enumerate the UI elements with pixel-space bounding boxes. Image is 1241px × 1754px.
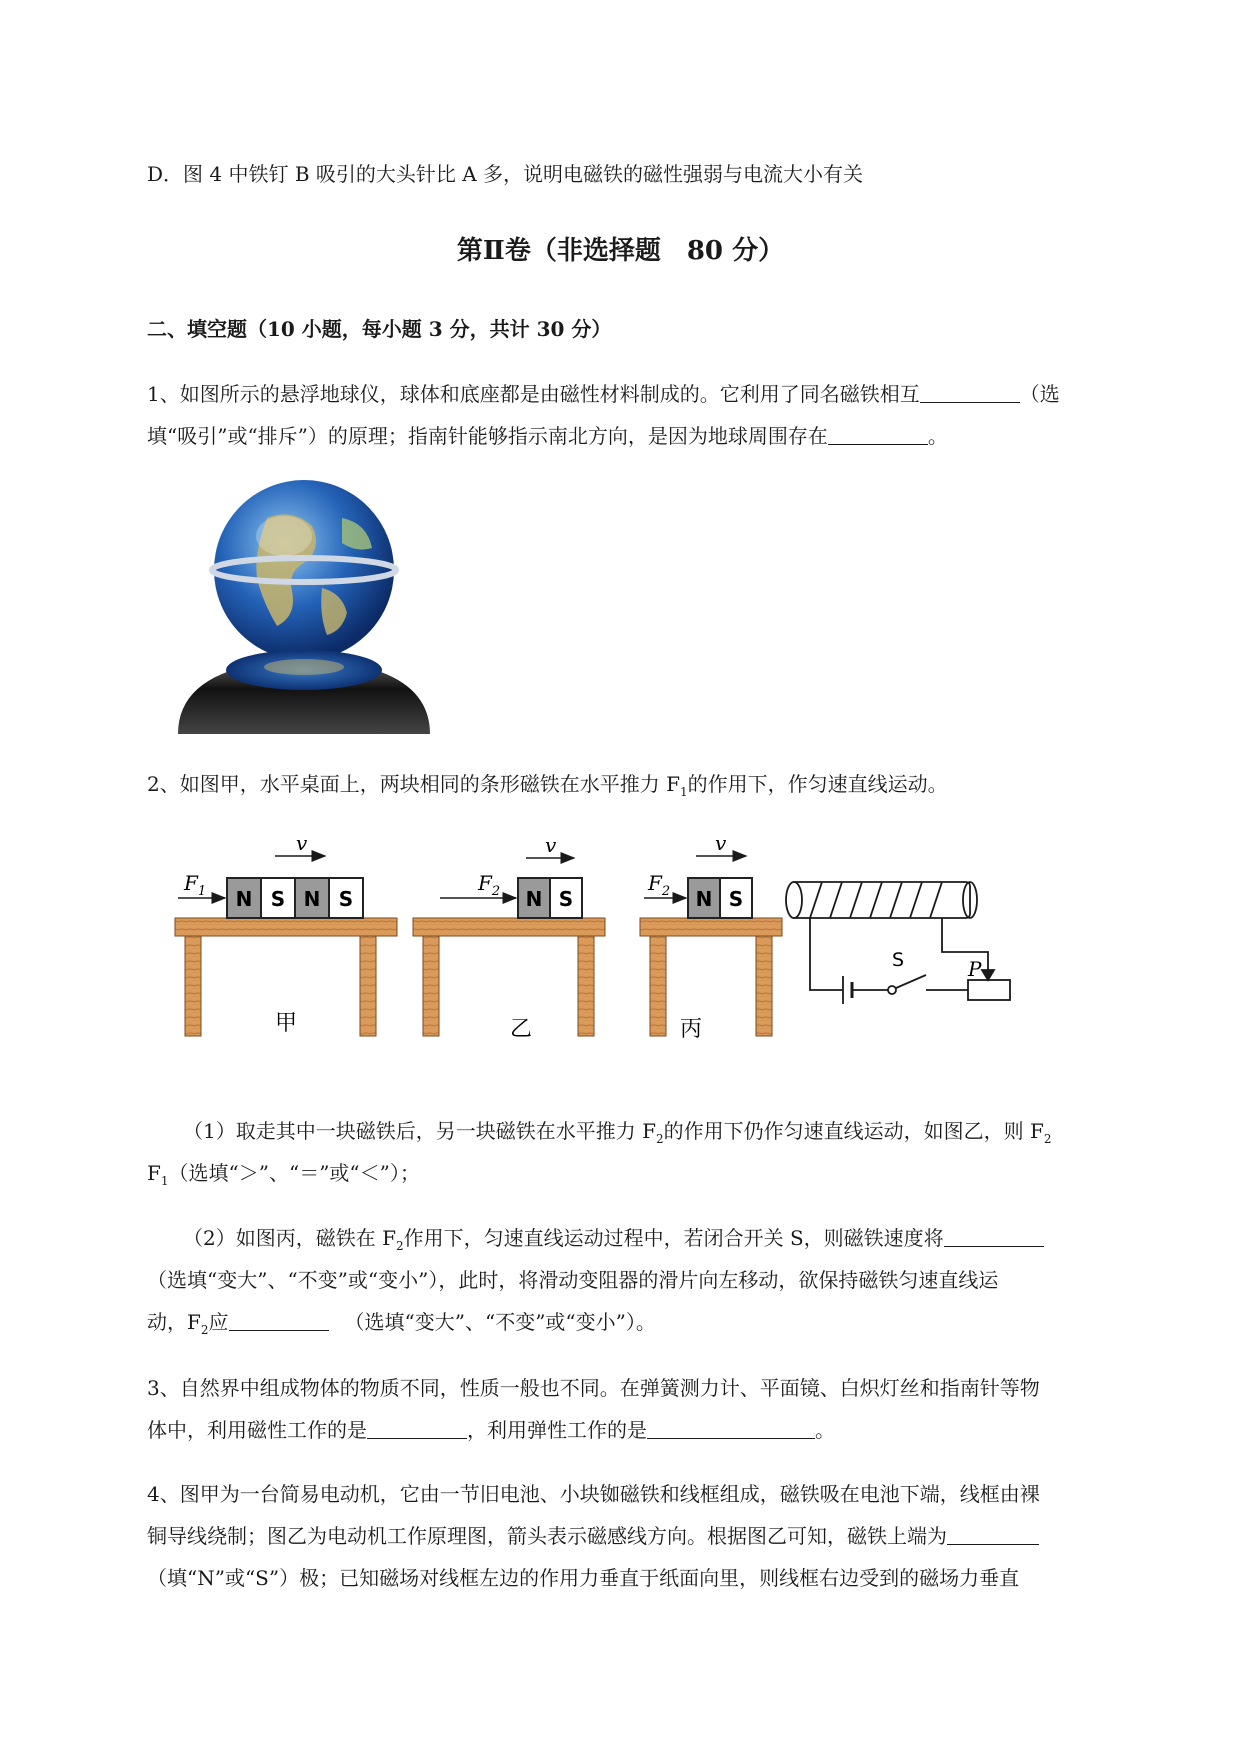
jia-magnet2-s: S (338, 887, 354, 911)
bing-magnet-s: S (728, 887, 744, 911)
q4-line1: 4、图甲为一台简易电动机，它由一节旧电池、小块铷磁铁和线框组成，磁铁吸在电池下端，线框由裸 (147, 1482, 1040, 1506)
q3-l2b: ，利用弹性工作的是 (467, 1418, 647, 1442)
option-d: D．图 4 中铁钉 B 吸引的大头针比 A 多，说明电磁铁的磁性强弱与电流大小有关 (147, 162, 864, 186)
jia-magnet2-n: N (303, 887, 321, 911)
solenoid-circuit (786, 882, 1010, 1004)
q2-part2-line3 (147, 1306, 656, 1337)
q2-p1-sub2: 2 (1043, 1132, 1052, 1146)
q1-text-a: 1、如图所示的悬浮地球仪，球体和底座都是由磁性材料制成的。它利用了同名磁铁相互 (147, 382, 920, 406)
velocity-label-yi: v (545, 833, 557, 857)
label-yi: 乙 (510, 1017, 533, 1042)
label-jia: 甲 (275, 1011, 298, 1036)
velocity-label-bing: v (715, 831, 727, 855)
q3-line2 (147, 1414, 835, 1443)
bing-magnet-n: N (695, 887, 713, 911)
force-f1-label: $F_1$ (184, 871, 207, 899)
q3-l2c: 。 (815, 1418, 835, 1442)
part-title: 第Ⅱ卷（非选择题 80 分） (456, 236, 785, 266)
q2-p1-l2b: （选填“＞”、“＝”或“＜”）； (168, 1161, 420, 1185)
q2-p1-l2sub: 1 (160, 1174, 169, 1188)
table-bing (640, 831, 782, 1042)
q4-line2 (147, 1520, 1039, 1549)
jia-magnet1-s: S (270, 887, 286, 911)
q4-blank-pole[interactable] (947, 1524, 1039, 1545)
section-title: 二、填空题（10 小题，每小题 3 分，共计 30 分） (147, 317, 612, 341)
table-jia (175, 831, 397, 1036)
q2-p1-a: （1）取走其中一块磁铁后，另一块磁铁在水平推力 F (183, 1119, 656, 1143)
q2-blank-speed[interactable] (944, 1226, 1044, 1247)
q2-part1-line1 (183, 1115, 1051, 1146)
magnet-tables-figure (170, 830, 1030, 1050)
q2-p2-l3a: 动，F (147, 1310, 201, 1334)
slider-label: P (968, 957, 982, 981)
q2-p2-sub: 2 (395, 1239, 404, 1253)
q2-intro (147, 768, 948, 799)
q2-part2-line2: （选填“变大”、“不变”或“变小”），此时，将滑动变阻器的滑片向左移动，欲保持磁铁匀速直线运 (147, 1268, 999, 1292)
q2-p2-l3b: 应 (208, 1310, 229, 1334)
floating-globe-image (172, 478, 434, 734)
force-f2-label-bing: $F_2$ (648, 871, 671, 899)
q1-blank-2[interactable] (828, 424, 928, 445)
q3-line1: 3、自然界中组成物体的物质不同，性质一般也不同。在弹簧测力计、平面镜、白炽灯丝和指南针等物 (147, 1376, 1040, 1400)
label-bing: 丙 (680, 1017, 703, 1042)
q2-intro-sub: 1 (679, 785, 688, 799)
yi-magnet-n: N (525, 887, 543, 911)
q2-p2-l3c: （选填“变大”、“不变”或“变小”）。 (344, 1310, 656, 1334)
q2-intro-b: 的作用下，作匀速直线运动。 (687, 772, 948, 796)
switch-label: S (892, 949, 905, 971)
yi-magnet-s: S (558, 887, 574, 911)
q2-blank-force[interactable] (229, 1310, 329, 1331)
q4-line3: （填“N”或“S”）极；已知磁场对线框左边的作用力垂直于纸面向里，则线框右边受到的磁场力垂直 (147, 1566, 1020, 1590)
q1-text-b: （选 (1019, 382, 1060, 406)
q1-text-d: 。 (927, 424, 948, 448)
q2-intro-a: 2、如图甲，水平桌面上，两块相同的条形磁铁在水平推力 F (147, 772, 680, 796)
q1-line1 (147, 378, 1060, 407)
table-yi (413, 833, 605, 1042)
force-f2-label-yi: $F_2$ (478, 871, 501, 899)
q2-p1-l2a: F (147, 1161, 161, 1185)
q2-part1-line2 (147, 1157, 420, 1188)
q3-blank-elastic[interactable] (647, 1418, 815, 1439)
q3-l2a: 体中，利用磁性工作的是 (147, 1418, 367, 1442)
q2-p2-b: 作用下，匀速直线运动过程中，若闭合开关 S，则磁铁速度将 (403, 1226, 944, 1250)
q2-p2-l3sub: 2 (200, 1323, 209, 1337)
velocity-label-jia: v (296, 831, 308, 855)
jia-magnet1-n: N (235, 887, 253, 911)
q2-part2-line1 (183, 1222, 1044, 1253)
q3-blank-magnetic[interactable] (367, 1418, 467, 1439)
q1-blank-1[interactable] (920, 382, 1020, 403)
q1-line2 (147, 420, 948, 449)
q1-text-c: 填“吸引”或“排斥”）的原理；指南针能够指示南北方向，是因为地球周围存在 (147, 424, 828, 448)
q2-p2-a: （2）如图丙，磁铁在 F (183, 1226, 396, 1250)
q2-p1-sub: 2 (655, 1132, 664, 1146)
q4-l2a: 铜导线绕制；图乙为电动机工作原理图，箭头表示磁感线方向。根据图乙可知，磁铁上端为 (147, 1524, 947, 1548)
q2-p1-b: 的作用下仍作匀速直线运动，如图乙，则 F (663, 1119, 1044, 1143)
